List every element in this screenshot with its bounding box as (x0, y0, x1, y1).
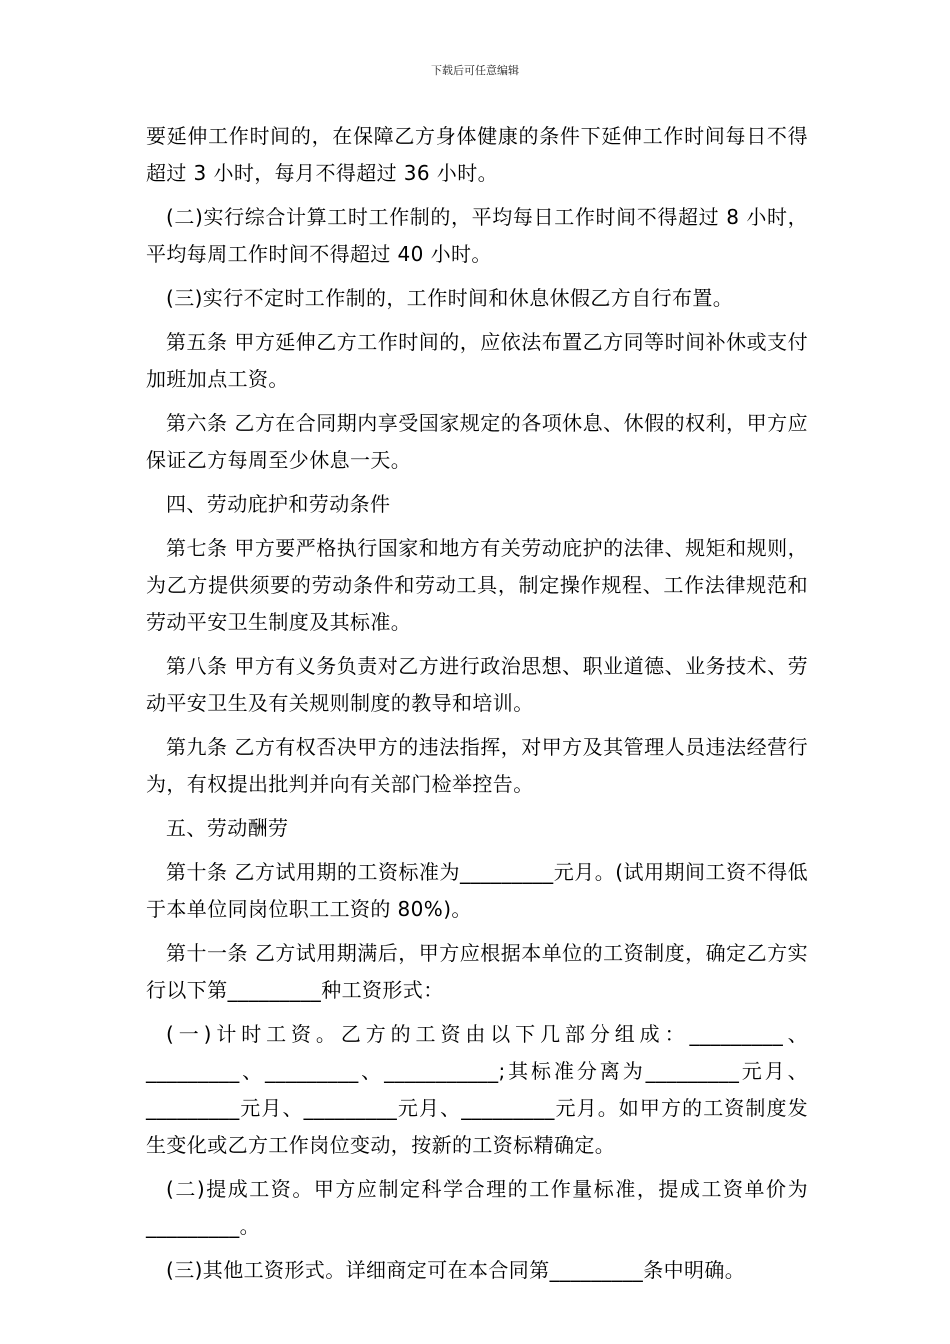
section-heading-labor-protection: 四、劳动庇护和劳动条件 (166, 492, 391, 516)
paragraph-article-10: 第十条 乙方试用期的工资标准为_________元月。(试用期间工资不得低于本单位同岗位职工工资的 80%)。 (146, 860, 808, 921)
document-body (146, 118, 808, 1296)
paragraph-other-wage: (三)其他工资形式。详细商定可在本合同第_________条中明确。 (166, 1258, 746, 1282)
paragraph-article-6: 第六条 乙方在合同期内享受国家规定的各项休息、休假的权利，甲方应保证乙方每周至少休息一天。 (146, 411, 808, 472)
paragraph-article-11: 第十一条 乙方试用期满后，甲方应根据本单位的工资制度，确定乙方实行以下第_________种工资形式： (146, 941, 808, 1002)
paragraph-article-7: 第七条 甲方要严格执行国家和地方有关劳动庇护的法律、规矩和规则，为乙方提供须要的劳动条件和劳动工具，制定操作规程、工作法律规范和劳动平安卫生制度及其标准。 (146, 536, 808, 634)
paragraph-commission-wage: (二)提成工资。甲方应制定科学合理的工作量标准，提成工资单价为_________。 (146, 1177, 808, 1238)
paragraph-article-5: 第五条 甲方延伸乙方工作时间的，应依法布置乙方同等时间补休或支付加班加点工资。 (146, 330, 808, 391)
page-header: 下载后可任意编辑 (431, 64, 519, 77)
paragraph-flexible-hours: (三)实行不定时工作制的，工作时间和休息休假乙方自行布置。 (166, 286, 734, 310)
section-heading-labor-remuneration: 五、劳动酬劳 (166, 816, 289, 840)
paragraph-comprehensive-hours: (二)实行综合计算工时工作制的，平均每日工作时间不得超过 8 小时，平均每周工作时间不得超过 40 小时。 (146, 205, 808, 266)
paragraph-work-hours-extension: 要延伸工作时间的，在保障乙方身体健康的条件下延伸工作时间每日不得超过 3 小时，每月不得超过 36 小时。 (146, 124, 808, 185)
paragraph-article-8: 第八条 甲方有义务负责对乙方进行政治思想、职业道德、业务技术、劳动平安卫生及有关规则制度的教导和培训。 (146, 654, 808, 715)
paragraph-time-wage: (一)计时工资。乙方的工资由以下几部分组成：_________、_________、_________、___________;其标准分离为_________元月、_________元月、_________元月、_________元月。如甲方的工资制度发生变化或乙方工作岗位变动，按新的工资标精确定。 (146, 1022, 808, 1157)
paragraph-article-9: 第九条 乙方有权否决甲方的违法指挥，对甲方及其管理人员违法经营行为，有权提出批判并向有关部门检举控告。 (146, 735, 808, 796)
